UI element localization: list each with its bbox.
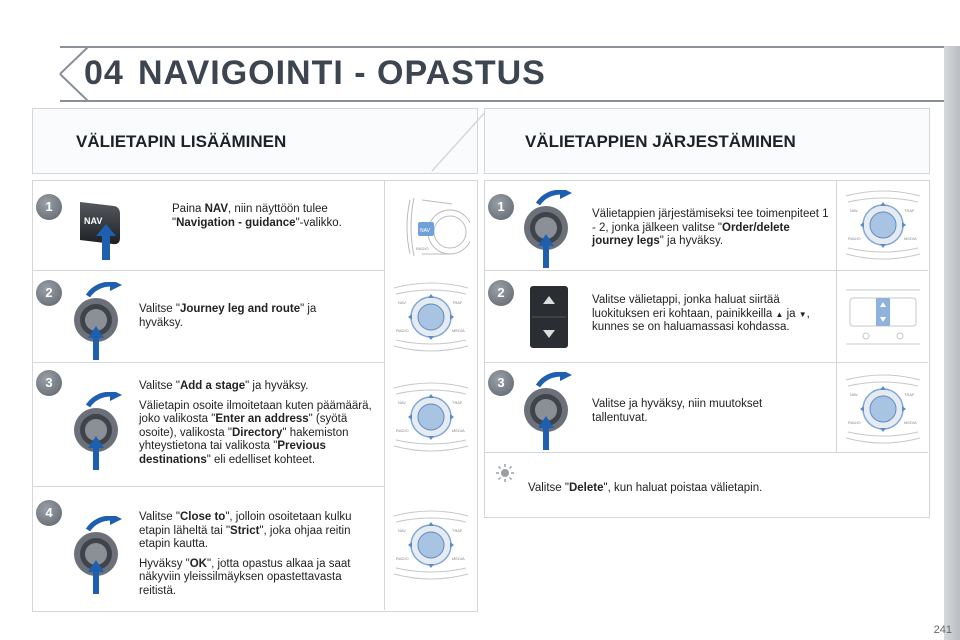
arrow-up-small-icon: ▲ <box>775 309 784 319</box>
rotary-knob-icon <box>70 516 126 594</box>
thumb-label-nav: NAV <box>398 400 406 405</box>
rotary-knob-icon <box>520 190 576 268</box>
thumb-label-nav: NAV <box>398 300 406 305</box>
step-badge: 2 <box>36 280 62 306</box>
arrow-up-icon <box>96 224 116 260</box>
left-thumb-column <box>384 180 385 610</box>
step-badge: 1 <box>488 194 514 220</box>
up-down-buttons-icon <box>530 286 568 348</box>
right-step-divider <box>484 452 928 453</box>
thumb-label-traf: TRAF <box>904 392 915 397</box>
left-step-divider <box>32 486 384 487</box>
thumb-label-traf: TRAF <box>452 300 463 305</box>
step-badge: 4 <box>36 500 62 526</box>
left-step-divider <box>32 270 384 271</box>
sun-tip-icon <box>496 464 514 482</box>
rotary-knob-icon <box>70 392 126 470</box>
thumb-label-radio: RADIO <box>396 556 409 561</box>
nav-console-thumbnail <box>392 192 470 262</box>
step-badge: 1 <box>36 194 62 220</box>
nav-button-label: NAV <box>84 216 103 226</box>
thumb-label-nav: NAV <box>850 392 858 397</box>
step-badge: 2 <box>488 280 514 306</box>
thumb-label-traf: TRAF <box>452 400 463 405</box>
knob-console-thumbnail <box>392 280 470 354</box>
right-step-divider <box>484 270 928 271</box>
thumb-label-nav: NAV <box>420 228 430 234</box>
tip-text: Valitse "Delete", kun haluat poistaa välietapin. <box>528 482 763 494</box>
thumb-label-media: MEDIA <box>452 428 465 433</box>
right-thumb-column <box>836 180 837 452</box>
left-step-divider <box>32 362 384 363</box>
thumb-label-nav: NAV <box>398 528 406 533</box>
thumb-label-radio: RADIO <box>416 246 429 251</box>
step-text: Valitse "Add a stage" ja hyväksy. Välietapin osoite ilmoitetaan kuten päämäärä, joko valikosta "Enter an address" (syötä osoite), valikosta "Directory" hakemiston yhteystietona tai valikosta "Previous destinations" eli edelliset kohteet. <box>139 380 372 466</box>
arrow-down-small-icon: ▼ <box>798 309 807 319</box>
right-section-title: VÄLIETAPPIEN JÄRJESTÄMINEN <box>525 132 796 151</box>
section-divider <box>430 107 490 173</box>
knob-console-thumbnail <box>844 188 922 262</box>
thumb-label-media: MEDIA <box>904 420 917 425</box>
step-text: Valitse ja hyväksy, niin muutokset tallentuvat. <box>592 398 763 424</box>
page-edge-strip <box>944 46 960 640</box>
step-badge: 3 <box>36 370 62 396</box>
chapter-title: NAVIGOINTI - OPASTUS <box>138 54 546 92</box>
thumb-label-media: MEDIA <box>452 328 465 333</box>
thumb-label-traf: TRAF <box>452 528 463 533</box>
rotary-knob-icon <box>70 282 126 360</box>
step-text: Valitse välietappi, jonka haluat siirtää luokituksen eri kohtaan, painikkeilla ▲ ja ▼, kunnes se on haluamassasi kohdassa. <box>592 294 810 333</box>
right-step-divider <box>484 362 928 363</box>
knob-console-thumbnail <box>392 508 470 582</box>
step-text: Valitse "Close to", jolloin osoitetaan kulku etapin läheltä tai "Strict", joka ohjaa reitin etapin kautta. Hyväksy "OK", jotta opastus alkaa ja saat näkyviin yleissilmäyksen opastettavasta reitistä. <box>139 511 352 597</box>
page-number: 241 <box>933 624 952 636</box>
thumb-label-traf: TRAF <box>904 208 915 213</box>
step-text: Välietappien järjestämiseksi tee toimenpiteet 1 - 2, jonka jälkeen valitse "Order/delete journey legs" ja hyväksy. <box>592 208 829 247</box>
left-section-title: VÄLIETAPIN LISÄÄMINEN <box>76 132 287 151</box>
nav-button-icon <box>74 198 124 250</box>
thumb-label-media: MEDIA <box>452 556 465 561</box>
rotary-knob-icon <box>520 372 576 450</box>
thumb-label-radio: RADIO <box>396 328 409 333</box>
thumb-label-media: MEDIA <box>904 236 917 241</box>
chapter-number: 04 <box>84 54 124 92</box>
thumb-label-radio: RADIO <box>848 420 861 425</box>
thumb-label-radio: RADIO <box>848 236 861 241</box>
updown-console-thumbnail <box>844 280 922 354</box>
knob-console-thumbnail <box>844 372 922 446</box>
step-badge: 3 <box>488 370 514 396</box>
thumb-label-nav: NAV <box>850 208 858 213</box>
knob-console-thumbnail <box>392 380 470 454</box>
step-text: Valitse "Journey leg and route" ja hyväksy. <box>139 303 317 329</box>
thumb-label-radio: RADIO <box>396 428 409 433</box>
step-text: Paina NAV, niin näyttöön tulee "Navigation - guidance"-valikko. <box>172 203 342 229</box>
